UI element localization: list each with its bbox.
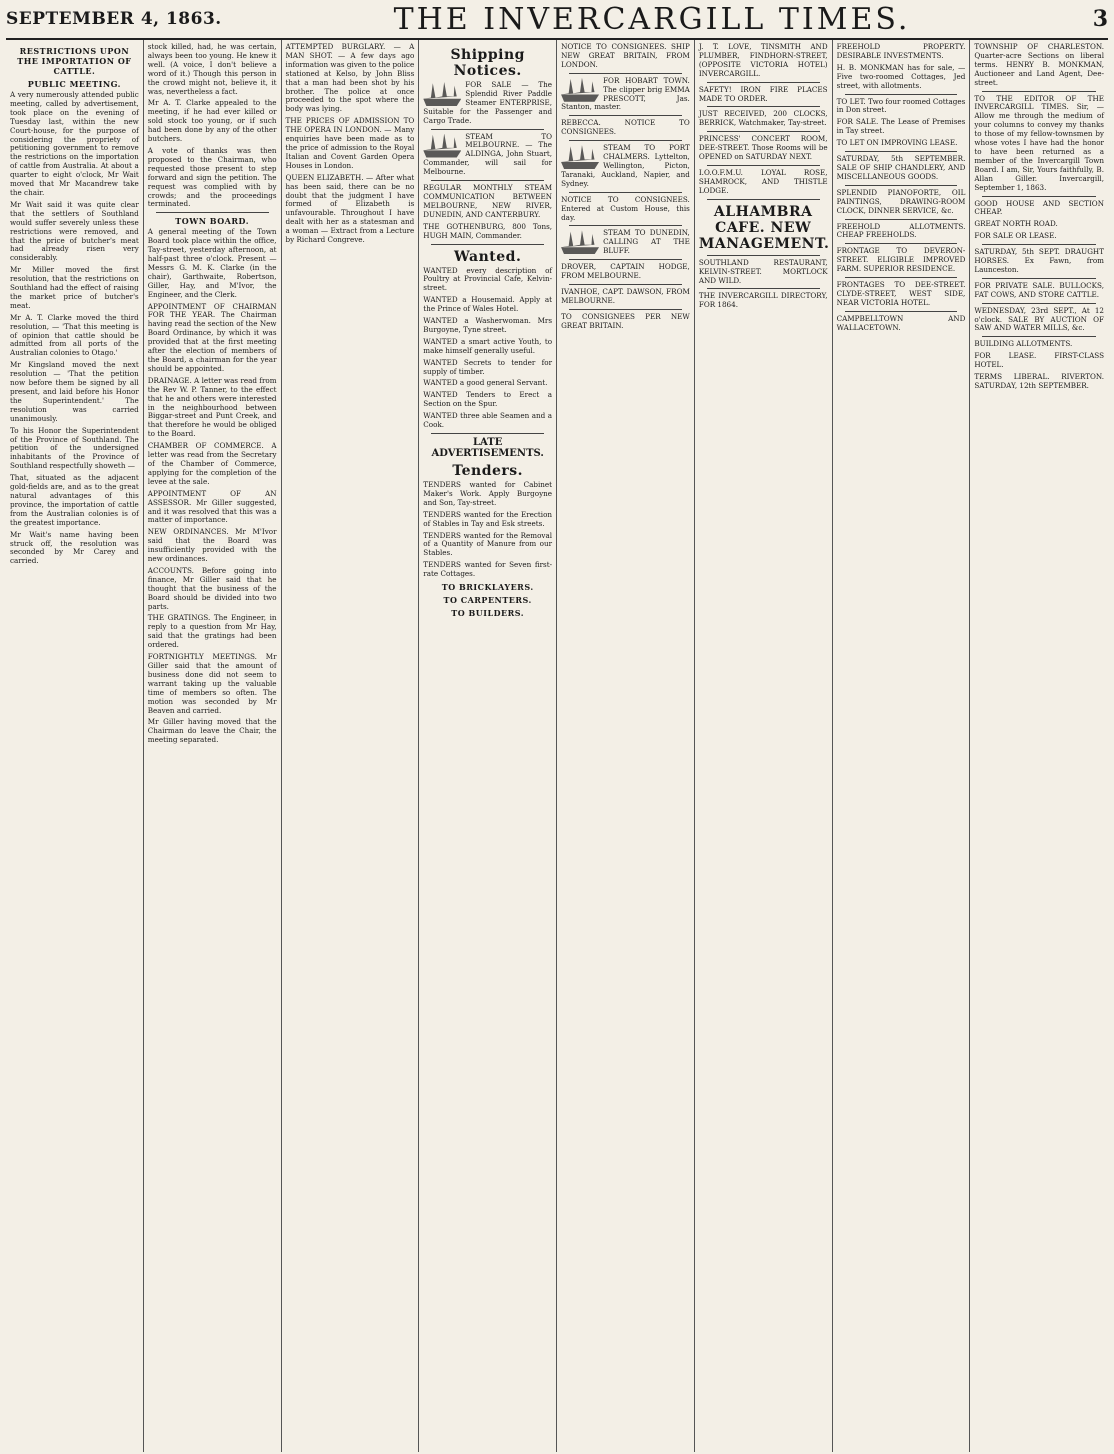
advertisement: STEAM TO MELBOURNE. — The ALDINGA, John Stuart, Commander, will sail for Melbourne. <box>423 131 553 177</box>
advertisement: PRINCESS' CONCERT ROOM, DEE-STREET. Those Rooms will be OPENED on SATURDAY NEXT. <box>698 134 828 162</box>
paragraph: THE GRATINGS. The Engineer, in reply to a question from Mr Hay, said that the gratings had been ordered. <box>147 613 277 650</box>
paragraph: A general meeting of the Town Board took place within the office, Tay-street, yesterday afternoon, at half-past three o'clock. Present — Messrs G. M. K. Clarke (in the chair), Garthwaite, Robertson, Giller, Hay, and M'Ivor, the Engineer, and the Clerk. <box>147 227 277 299</box>
advertisement: TO CONSIGNEES PER NEW GREAT BRITAIN. <box>561 311 690 330</box>
advertisement: CAMPBELLTOWN AND WALLACETOWN. <box>836 313 966 332</box>
divider <box>569 225 682 226</box>
advertisement: SPLENDID PIANOFORTE, OIL PAINTINGS, DRAWING-ROOM CLOCK, DINNER SERVICE, &c. <box>836 187 966 215</box>
advertisement: FOR LEASE. FIRST-CLASS HOTEL. <box>974 351 1104 370</box>
advertisement: REGULAR MONTHLY STEAM COMMUNICATION BETWEEN MELBOURNE, NEW RIVER, DUNEDIN, AND CANTERBURY. <box>423 183 553 219</box>
advertisement: I.O.O.F.M.U. LOYAL ROSE, SHAMROCK, AND THISTLE LODGE. <box>698 167 828 195</box>
advertisement: FOR SALE. The Lease of Premises in Tay street. <box>836 117 966 136</box>
advertisement: STEAM TO PORT CHALMERS. Lyttelton, Wellington, Picton, Taranaki, Auckland, Napier, and Sydney. <box>561 143 690 188</box>
issue-date: SEPTEMBER 4, 1863. <box>6 9 222 29</box>
advertisement: TO LET ON IMPROVING LEASE. <box>836 138 958 148</box>
divider <box>707 288 820 289</box>
divider <box>569 309 682 310</box>
advertisement: TOWNSHIP OF CHARLESTON. Quarter-acre Sections on liberal terms. HENRY B. MONKMAN, Auctioneer and Land Agent, Dee-street. <box>974 42 1104 87</box>
advertisement: IVANHOE, CAPT. DAWSON, FROM MELBOURNE. <box>561 286 690 305</box>
paragraph: CHAMBER OF COMMERCE. A letter was read from the Secretary of the Chamber of Commerce, applying for the completion of the levee at the sale. <box>147 441 277 486</box>
column-7 <box>833 40 971 1452</box>
paragraph: QUEEN ELIZABETH. — After what has been said, there can be no doubt that the judgment I have formed of Elizabeth is unfavourable. Throughout I have dealt with her as a statesman and a woman — Extract from a Lecture by Richard Congreve. <box>285 172 415 245</box>
divider <box>982 303 1096 304</box>
paragraph: ATTEMPTED BURGLARY. — A MAN SHOT. — A few days ago information was given to the police stationed at Kelso, by John Bliss that a man had been shot by his brother. The police at once proceeded to the spot where the body was lying. <box>285 42 415 114</box>
advertisement: FOR PRIVATE SALE. BULLOCKS, FAT COWS, AND STORE CATTLE. <box>974 280 1104 299</box>
advertisement: WANTED a Washerwoman. Mrs Burgoyne, Tyne street. <box>423 316 553 334</box>
section-heading: Tenders. <box>452 463 524 479</box>
divider <box>707 255 820 256</box>
paragraph: NEW ORDINANCES. Mr M'Ivor said that the Board was insufficiently provided with the new ordinances. <box>147 527 277 564</box>
column-5 <box>557 40 695 1452</box>
column-6 <box>695 40 833 1452</box>
advertisement: TENDERS wanted for the Removal of a Quantity of Manure from our Stables. <box>423 530 553 558</box>
advertisement: WANTED a Housemaid. Apply at the Prince of Wales Hotel. <box>423 295 553 314</box>
divider <box>707 131 820 132</box>
divider <box>569 284 682 285</box>
divider <box>707 165 820 166</box>
article-heading: RESTRICTIONS UPON THE IMPORTATION OF CATTLE. <box>17 46 132 76</box>
section-heading: Wanted. <box>454 248 522 265</box>
advertisement: WANTED Secrets to tender for supply of timber. <box>423 357 553 376</box>
advertisement: WANTED every description of Poultry at Provincial Cafe, Kelvin-street. <box>423 265 553 293</box>
divider <box>431 129 544 130</box>
divider <box>845 94 958 95</box>
advertisement: WANTED Tenders to Erect a Section on the Spur. <box>423 390 553 409</box>
letter-to-editor: TO THE EDITOR OF THE INVERCARGILL TIMES. Sir, — Allow me through the medium of your columns to convey my thanks to those of my fellow-townsmen by whose votes I have had the honor to have been returned as a member of the Invercargill Town Board. I am, Sir, Yours faithfully, B. Allan Giller. Invercargill, September 1, 1863. <box>974 93 1104 192</box>
advertisement: GREAT NORTH ROAD. <box>974 219 1058 229</box>
divider <box>569 192 682 193</box>
column-8 <box>970 40 1108 1452</box>
advertisement: REBECCA. NOTICE TO CONSIGNEES. <box>561 118 690 137</box>
newspaper-title: THE INVERCARGILL TIMES. <box>393 1 911 37</box>
advertisement: J. T. LOVE, TINSMITH AND PLUMBER, FINDHORN-STREET, (OPPOSITE VICTORIA HOTEL) INVERCARGILL. <box>698 42 828 78</box>
advertisement: SATURDAY, 5th SEPT. DRAUGHT HORSES. Ex Fawn, from Launceston. <box>974 247 1104 274</box>
advertisement: TO LET. Two four roomed Cottages in Don street. <box>836 96 966 115</box>
divider <box>707 106 820 107</box>
paragraph: A vote of thanks was then proposed to the Chairman, who requested those present to step forward and sign the petition. The request was complied with by crowds; and the proceedings terminated. <box>147 145 277 209</box>
advertisement: WANTED three able Seamen and a Cook. <box>423 411 553 430</box>
column-4 <box>419 40 557 1452</box>
divider <box>707 82 820 83</box>
column-2 <box>144 40 282 1452</box>
advertisement: TENDERS wanted for the Erection of Stables in Tay and Esk streets. <box>423 509 553 528</box>
advertisement: H. B. MONKMAN has for sale, — Five two-roomed Cottages, Jed street, with allotments. <box>836 62 966 90</box>
advertisement: SAFETY! IRON FIRE PLACES MADE TO ORDER. <box>698 84 828 103</box>
paragraph: Mr A. T. Clarke appealed to the meeting, if he had ever killed or sold stock too young, or if such had been done by any of the other butchers. <box>147 98 277 144</box>
ad-heading: ALHAMBRA CAFE. NEW MANAGEMENT. <box>698 203 830 252</box>
section-heading: LATE ADVERTISEMENTS. <box>431 437 544 459</box>
advertisement: TENDERS wanted for Cabinet Maker's Work. Apply Burgoyne and Son, Tay-street. <box>423 480 553 507</box>
divider <box>845 311 958 312</box>
divider <box>431 180 544 181</box>
advertisement: FOR SALE OR LEASE. <box>974 231 1057 241</box>
divider <box>982 91 1096 92</box>
paragraph: That, situated as the adjacent gold-fields are, and as to the great natural advantages of this province, the importation of cattle from the Australian colonies is of the greatest importance. <box>10 473 139 527</box>
page-number: 3 <box>1092 6 1108 32</box>
divider <box>982 278 1096 279</box>
column-3 <box>282 40 420 1452</box>
paragraph: APPOINTMENT OF AN ASSESSOR. Mr Giller suggested, and it was resolved that this was a matter of importance. <box>147 488 277 525</box>
masthead <box>6 0 1108 40</box>
divider <box>845 277 958 278</box>
advertisement: NOTICE TO CONSIGNEES. Entered at Custom House, this day. <box>561 194 690 222</box>
paragraph: ACCOUNTS. Before going into finance, Mr Giller said that he thought that the business of the Board should be divided into two parts. <box>147 565 277 611</box>
divider <box>982 336 1096 337</box>
divider <box>845 185 958 186</box>
advertisement: SATURDAY, 5th SEPTEMBER. SALE OF SHIP CHANDLERY, AND MISCELLANEOUS GOODS. <box>836 154 966 181</box>
divider <box>982 196 1096 197</box>
paragraph: THE PRICES OF ADMISSION TO THE OPERA IN LONDON. — Many enquiries have been made as to the price of admission to the Royal Italian and Covent Garden Opera Houses in London. <box>285 116 415 170</box>
divider <box>569 73 682 74</box>
advertisement: THE GOTHENBURG, 800 Tons, HUGH MAIN, Commander. <box>423 221 553 240</box>
advertisement: DROVER, CAPTAIN HODGE, FROM MELBOURNE. <box>561 262 690 281</box>
paragraph: Mr Miller moved the first resolution, that the restrictions on Southland had the effect of raising the market price of butcher's meat. <box>10 265 139 310</box>
divider <box>569 259 682 260</box>
advertisement: TERMS LIBERAL. RIVERTON. SATURDAY, 12th SEPTEMBER. <box>974 372 1104 390</box>
divider <box>569 115 682 116</box>
paragraph: Mr Giller having moved that the Chairman do leave the Chair, the meeting separated. <box>147 717 277 745</box>
divider <box>569 140 682 141</box>
advertisement: JUST RECEIVED, 200 CLOCKS, BERRICK, Watchmaker, Tay-street. <box>698 109 828 128</box>
column-1 <box>6 40 144 1452</box>
paragraph: stock killed, had, he was certain, always been too young. He knew it well. (A voice, I don't believe a word of it.) Though this person in the crowd might not, believe it, it was, nevertheless a fact. <box>147 42 277 96</box>
advertisement: WANTED a good general Servant. <box>423 378 548 388</box>
advertisement: FRONTAGES TO DEE-STREET. CLYDE-STREET, WEST SIDE, NEAR VICTORIA HOTEL. <box>836 280 966 307</box>
ad-heading: TO BUILDERS. <box>451 608 525 619</box>
advertisement: FOR SALE — The Splendid River Paddle Steamer ENTERPRISE, Suitable for the Passenger and Cargo Trade. <box>423 80 553 125</box>
advertisement: STEAM TO DUNEDIN, CALLING AT THE BLUFF. <box>603 228 690 256</box>
ad-heading: TO CARPENTERS. <box>443 595 532 606</box>
divider <box>707 199 820 200</box>
advertisement: GOOD HOUSE AND SECTION CHEAP. <box>974 198 1104 217</box>
ad-heading: TO BRICKLAYERS. <box>441 582 534 593</box>
divider <box>845 151 958 152</box>
advertisement: SOUTHLAND RESTAURANT, KELVIN-STREET. MORTLOCK AND WILD. <box>698 257 828 285</box>
paragraph: A very numerously attended public meeting, called by advertisement, took place on the evening of Tuesday last, within the new Court-house, for the purpose of considering the propriety of petitioning government to remove the restrictions on the importation of cattle from Australia. At about a quarter to eight o'clock, Mr Wait moved that Mr Macandrew take the chair. <box>10 90 139 197</box>
columns <box>6 40 1108 1452</box>
advertisement: WANTED a smart active Youth, to make himself generally useful. <box>423 336 553 355</box>
advertisement: FRONTAGE TO DEVERON-STREET. ELIGIBLE IMPROVED FARM. SUPERIOR RESIDENCE. <box>836 246 966 274</box>
divider <box>431 244 544 245</box>
paragraph: DRAINAGE. A letter was read from the Rev W. P. Tanner, to the effect that he and others were interested in the neighbourhood between Biggar-street and Punt Creek, and that therefore he would be obliged to the Board. <box>147 375 277 439</box>
advertisement: FOR HOBART TOWN. The clipper brig EMMA PRESCOTT, Jas. Stanton, master. <box>561 75 690 112</box>
advertisement: NOTICE TO CONSIGNEES. SHIP NEW GREAT BRITAIN, FROM LONDON. <box>561 42 690 69</box>
divider <box>431 433 544 434</box>
paragraph: Mr A. T. Clarke moved the third resolution, — 'That this meeting is of opinion that cattle should be admitted from all ports of the Australian colonies to Otago.' <box>10 312 139 358</box>
divider <box>845 219 958 220</box>
divider <box>156 212 269 213</box>
advertisement: FREEHOLD ALLOTMENTS. CHEAP FREEHOLDS. <box>836 221 966 240</box>
paragraph: Mr Kingsland moved the next resolution — 'That the petition now before them be signed by all present, and laid before his Honor the Superintendent.' The resolution was carried unanimously. <box>10 360 139 423</box>
advertisement: FREEHOLD PROPERTY. DESIRABLE INVESTMENTS. <box>836 42 966 60</box>
advertisement: THE INVERCARGILL DIRECTORY, FOR 1864. <box>698 291 828 310</box>
section-heading: Shipping Notices. <box>450 47 525 79</box>
article-subheading: PUBLIC MEETING. <box>27 79 121 89</box>
advertisement: BUILDING ALLOTMENTS. <box>974 339 1073 349</box>
paragraph: To his Honor the Superintendent of the Province of Southland. The petition of the undersigned inhabitants of the Province of Southland respectfully showeth — <box>10 425 139 471</box>
paragraph: APPOINTMENT OF CHAIRMAN FOR THE YEAR. The Chairman having read the section of the New Board Ordinance, by which it was provided that at the first meeting after the election of members of the Board, a chairman for the year should be appointed. <box>147 301 277 373</box>
paragraph: FORTNIGHTLY MEETINGS. Mr Giller said that the amount of business done did not seem to warrant taking up the valuable time of members so often. The motion was seconded by Mr Beaven and carried. <box>147 652 277 715</box>
advertisement: TENDERS wanted for Seven first-rate Cottages. <box>423 560 553 579</box>
article-heading: TOWN BOARD. <box>175 216 249 227</box>
paragraph: Mr Wait's name having been struck off, the resolution was seconded by Mr Carey and carried. <box>10 529 139 566</box>
divider <box>982 244 1096 245</box>
divider <box>845 243 958 244</box>
advertisement: WEDNESDAY, 23rd SEPT., At 12 o'clock. SALE BY AUCTION OF SAW AND WATER MILLS, &c. <box>974 305 1104 333</box>
paragraph: Mr Wait said it was quite clear that the settlers of Southland would suffer severely unless these restrictions were removed, and that the price of butcher's meat had already risen very considerably. <box>10 199 139 263</box>
